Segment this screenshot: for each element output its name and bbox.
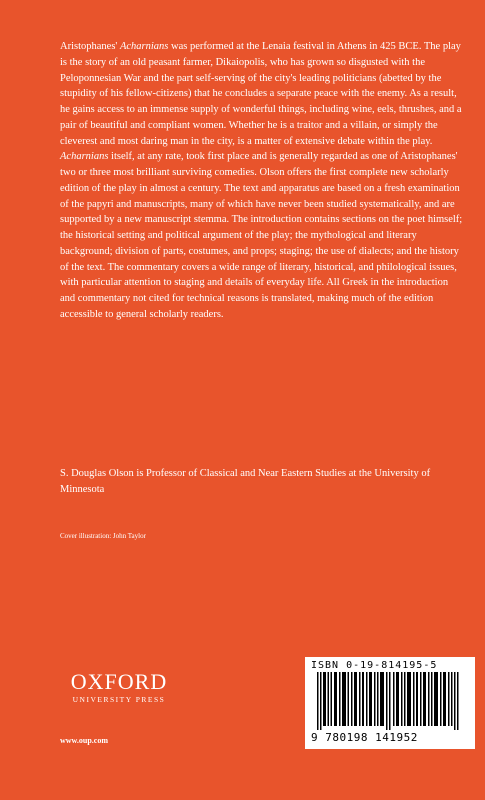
blurb-text-1: Aristophanes' [60,41,120,52]
author-note: S. Douglas Olson is Professor of Classical and Near Eastern Studies at the University of Minnesota [60,468,431,495]
play-title-2: Acharnians [60,151,109,163]
play-title: Acharnians [119,41,169,52]
back-cover-blurb [60,39,465,323]
blurb-text-3: itself, at any rate, took first place and is generally regarded as one of Aristophanes' two or three most brilliant surviving comedies. Olson offers the first complete new scholarly edition of the play in almost a century. The text and apparatus are based on a fresh examination of the papyri and manuscripts, many of which have never been studied systematically, and are supported by a new manuscript stemma. The introduction contains sections on the poet himself; the historical setting and political argument of the play; the mythological and literary background; division of parts, costumes, and props; staging; the use of dialects; and the history of the text. The commentary covers a wide range of literary, historical, and philological issues, with particular attention to staging and details of everyday life. All Greek in the introduction and commentary not cited for technical reasons is translated, making much of the edition accessible to general scholarly readers. [60,151,463,320]
publisher-subtitle: UNIVERSITY PRESS [72,695,166,704]
blurb-text-2: was performed at the Lenaia festival in Athens in 425 BCE. The play is the story of an old peasant farmer, Dikaiopolis, who has grown so disgusted with the Peloponnesian War and the part self-serving of the city's leading politicians (abetted by the stupidity of his fellow-citizens) that he concludes a separate peace with the enemy. As a result, he gains access to an immense supply of wonderful things, including wine, eels, thrushes, and a pair of beautiful and compliant women. Whether he is a traitor and a villain, or simply the cleverest and most daring man in the city, is a matter of extensive debate within the play. [60,41,462,147]
cover-credit: Cover illustration: John Taylor [60,532,146,540]
publisher-name: OXFORD [70,669,168,694]
isbn-label: ISBN 0-19-814195-5 [311,660,438,671]
publisher-website: www.oup.com [60,736,109,745]
barcode-panel [305,657,475,749]
ean-number: 9 780198 141952 [311,731,418,744]
barcode-icon [317,672,467,730]
publisher-logo [60,671,178,705]
blurb-paragraph [60,39,465,323]
